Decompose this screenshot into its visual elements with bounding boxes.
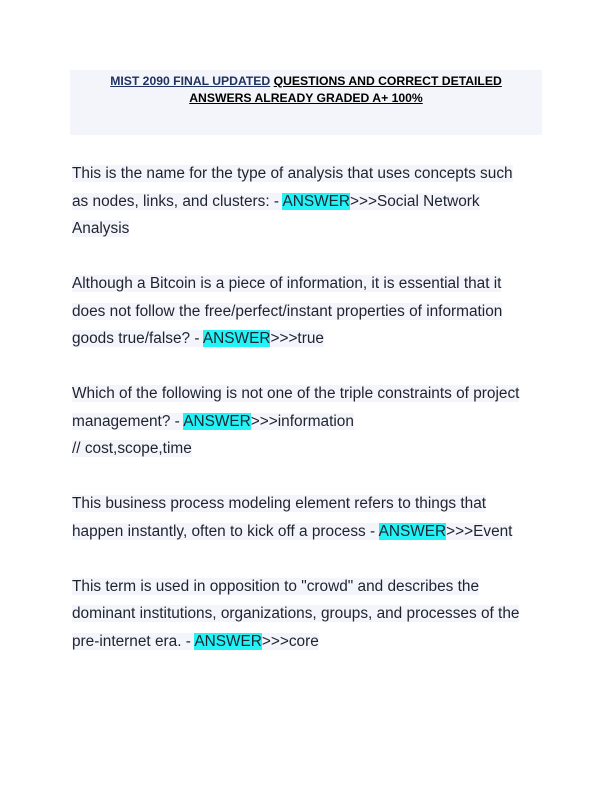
qa-item-5 bbox=[72, 573, 552, 656]
document-title bbox=[70, 70, 542, 135]
title-line-2-text: ANSWERS ALREADY GRADED A+ 100% bbox=[189, 91, 423, 105]
title-lead: MIST 2090 FINAL UPDATED bbox=[110, 74, 271, 88]
answer-tag: ANSWER bbox=[202, 330, 271, 347]
qa-item-3 bbox=[72, 380, 552, 463]
qa-3-question-line-2: management? - ANSWER>>>information bbox=[72, 412, 354, 430]
title-line-1 bbox=[70, 73, 542, 90]
qa-list bbox=[72, 160, 552, 683]
qa-1-answer: >>>Social Network bbox=[350, 192, 480, 210]
qa-4-question-line-1: This business process modeling element refers to things that bbox=[72, 495, 487, 512]
qa-2-question-line-1: Although a Bitcoin is a piece of information, it is essential that it bbox=[72, 275, 502, 292]
qa-3-answer-detail: // cost,scope,time bbox=[72, 440, 192, 457]
qa-2-question-line-3: goods true/false? - ANSWER>>>true bbox=[72, 330, 324, 347]
title-line-1-rest: QUESTIONS AND CORRECT DETAILED bbox=[273, 74, 502, 88]
qa-5-question-line-3: pre-internet era. - ANSWER>>>core bbox=[72, 632, 319, 650]
answer-tag: ANSWER bbox=[183, 412, 251, 430]
qa-2-question-line-2: does not follow the free/perfect/instant properties of information bbox=[72, 302, 503, 320]
qa-3-answer: >>>information bbox=[250, 412, 354, 430]
title-line-2 bbox=[70, 90, 542, 107]
qa-5-answer: >>>core bbox=[261, 632, 319, 650]
answer-tag: ANSWER bbox=[378, 522, 447, 540]
qa-3-question-line-1: Which of the following is not one of the triple constraints of project bbox=[72, 385, 520, 402]
qa-item-4 bbox=[72, 490, 552, 545]
answer-tag: ANSWER bbox=[282, 192, 351, 210]
answer-tag: ANSWER bbox=[194, 632, 262, 650]
qa-item-2 bbox=[72, 270, 552, 353]
qa-item-1 bbox=[72, 160, 552, 243]
qa-4-question-line-2: happen instantly, often to kick off a process - ANSWER>>>Event bbox=[72, 522, 513, 540]
qa-1-question-line-1: This is the name for the type of analysis that uses concepts such bbox=[72, 165, 513, 182]
qa-2-answer: >>>true bbox=[270, 330, 324, 347]
qa-1-question-line-3: Analysis bbox=[72, 220, 130, 237]
qa-4-answer: >>>Event bbox=[446, 522, 513, 540]
qa-1-question-line-2: as nodes, links, and clusters: - ANSWER>>>Social Network bbox=[72, 192, 480, 210]
qa-5-question-line-2: dominant institutions, organizations, groups, and processes of the bbox=[72, 605, 520, 622]
qa-5-question-line-1: This term is used in opposition to "crowd" and describes the bbox=[72, 577, 480, 595]
